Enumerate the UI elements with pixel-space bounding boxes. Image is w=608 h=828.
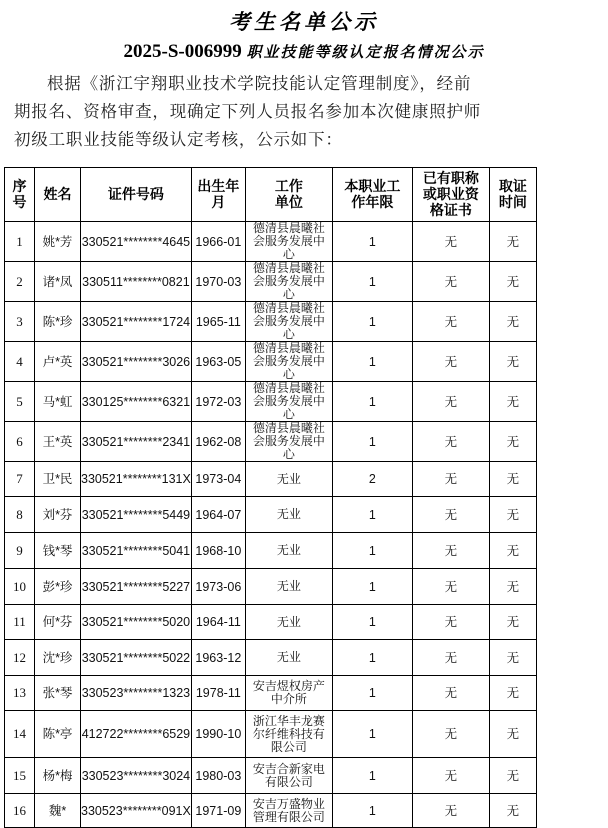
header-birth: 出生年月 xyxy=(191,168,245,222)
row-name: 杨*梅 xyxy=(35,758,81,794)
row-cert-date: 无 xyxy=(489,569,536,605)
table-row xyxy=(5,422,537,462)
row-certificate: 无 xyxy=(412,497,489,533)
row-years: 2 xyxy=(332,462,412,497)
row-birth: 1965-11 xyxy=(191,302,245,342)
row-years: 1 xyxy=(332,497,412,533)
row-cert-date: 无 xyxy=(489,422,536,462)
row-number: 7 xyxy=(5,462,35,497)
row-work-unit: 浙江华丰龙赛尔纤维科技有限公司 xyxy=(245,711,332,758)
row-name: 刘*芬 xyxy=(35,497,81,533)
table-row xyxy=(5,302,537,342)
row-cert-date: 无 xyxy=(489,758,536,794)
header-unit: 工作单位 xyxy=(245,168,332,222)
row-certificate: 无 xyxy=(412,302,489,342)
table-row xyxy=(5,222,537,262)
row-number: 12 xyxy=(5,640,35,676)
row-years: 1 xyxy=(332,533,412,569)
row-certificate: 无 xyxy=(412,462,489,497)
row-cert-date: 无 xyxy=(489,533,536,569)
row-work-unit: 无业 xyxy=(245,462,332,497)
row-cert-date: 无 xyxy=(489,222,536,262)
row-number: 16 xyxy=(5,794,35,828)
row-years: 1 xyxy=(332,605,412,640)
row-birth: 1973-04 xyxy=(191,462,245,497)
row-id-number: 330125********6321 xyxy=(81,382,192,422)
row-name: 诸*凤 xyxy=(35,262,81,302)
row-work-unit: 无业 xyxy=(245,605,332,640)
row-id-number: 330521********3026 xyxy=(81,342,192,382)
row-id-number: 330521********5449 xyxy=(81,497,192,533)
table-row xyxy=(5,676,537,711)
row-cert-date: 无 xyxy=(489,262,536,302)
row-cert-date: 无 xyxy=(489,640,536,676)
row-id-number: 330523********1323 xyxy=(81,676,192,711)
row-years: 1 xyxy=(332,342,412,382)
row-years: 1 xyxy=(332,711,412,758)
row-certificate: 无 xyxy=(412,676,489,711)
row-id-number: 330521********1724 xyxy=(81,302,192,342)
row-name: 钱*琴 xyxy=(35,533,81,569)
header-cert: 已有职称或职业资格证书 xyxy=(412,168,489,222)
row-birth: 1964-11 xyxy=(191,605,245,640)
row-certificate: 无 xyxy=(412,711,489,758)
row-years: 1 xyxy=(332,422,412,462)
row-birth: 1968-10 xyxy=(191,533,245,569)
candidate-table xyxy=(4,167,537,828)
row-cert-date: 无 xyxy=(489,605,536,640)
row-work-unit: 无业 xyxy=(245,640,332,676)
row-years: 1 xyxy=(332,758,412,794)
intro-paragraph: 根据《浙江宇翔职业技术学院技能认定管理制度》，经前期报名、资格审查，现确定下列人员报名参加本次健康照护师 初级工职业技能等级认定考核，公示如下： xyxy=(14,74,482,149)
row-certificate: 无 xyxy=(412,342,489,382)
row-number: 1 xyxy=(5,222,35,262)
page-subtitle xyxy=(0,41,608,63)
header-date: 取证时间 xyxy=(489,168,536,222)
row-certificate: 无 xyxy=(412,222,489,262)
table-header-row xyxy=(5,168,537,222)
row-certificate: 无 xyxy=(412,533,489,569)
row-work-unit: 德清县晨曦社会服务发展中心 xyxy=(245,382,332,422)
row-certificate: 无 xyxy=(412,569,489,605)
header-id: 证件号码 xyxy=(81,168,192,222)
row-certificate: 无 xyxy=(412,382,489,422)
row-certificate: 无 xyxy=(412,640,489,676)
row-cert-date: 无 xyxy=(489,382,536,422)
row-years: 1 xyxy=(332,640,412,676)
row-birth: 1964-07 xyxy=(191,497,245,533)
table-row xyxy=(5,497,537,533)
row-years: 1 xyxy=(332,222,412,262)
row-certificate: 无 xyxy=(412,794,489,828)
row-birth: 1973-06 xyxy=(191,569,245,605)
row-name: 卢*英 xyxy=(35,342,81,382)
row-birth: 1972-03 xyxy=(191,382,245,422)
header-name: 姓名 xyxy=(35,168,81,222)
row-number: 2 xyxy=(5,262,35,302)
table-row xyxy=(5,533,537,569)
row-years: 1 xyxy=(332,262,412,302)
row-cert-date: 无 xyxy=(489,794,536,828)
table-row xyxy=(5,794,537,828)
row-name: 陈*亭 xyxy=(35,711,81,758)
table-row xyxy=(5,262,537,302)
row-name: 姚*芳 xyxy=(35,222,81,262)
row-years: 1 xyxy=(332,302,412,342)
row-id-number: 412722********6529 xyxy=(81,711,192,758)
row-cert-date: 无 xyxy=(489,711,536,758)
row-id-number: 330521********5227 xyxy=(81,569,192,605)
row-birth: 1963-05 xyxy=(191,342,245,382)
row-number: 5 xyxy=(5,382,35,422)
row-id-number: 330521********5041 xyxy=(81,533,192,569)
row-birth: 1978-11 xyxy=(191,676,245,711)
row-name: 马*虹 xyxy=(35,382,81,422)
header-no: 序号 xyxy=(5,168,35,222)
row-id-number: 330523********3024 xyxy=(81,758,192,794)
row-cert-date: 无 xyxy=(489,342,536,382)
row-id-number: 330521********2341 xyxy=(81,422,192,462)
table-row xyxy=(5,605,537,640)
row-id-number: 330521********5022 xyxy=(81,640,192,676)
row-birth: 1970-03 xyxy=(191,262,245,302)
row-work-unit: 德清县晨曦社会服务发展中心 xyxy=(245,342,332,382)
table-row xyxy=(5,640,537,676)
row-certificate: 无 xyxy=(412,605,489,640)
header-years: 本职业工作年限 xyxy=(332,168,412,222)
row-id-number: 330521********131X xyxy=(81,462,192,497)
row-number: 15 xyxy=(5,758,35,794)
subtitle-text: 职业技能等级认定报名情况公示 xyxy=(246,43,485,61)
page-title: 考生名单公示 xyxy=(229,9,379,34)
row-work-unit: 安吉万盛物业管理有限公司 xyxy=(245,794,332,828)
row-birth: 1963-12 xyxy=(191,640,245,676)
row-number: 9 xyxy=(5,533,35,569)
table-row xyxy=(5,758,537,794)
row-years: 1 xyxy=(332,382,412,422)
row-number: 8 xyxy=(5,497,35,533)
row-number: 14 xyxy=(5,711,35,758)
row-number: 4 xyxy=(5,342,35,382)
row-work-unit: 安吉合新家电有限公司 xyxy=(245,758,332,794)
table-row xyxy=(5,462,537,497)
row-years: 1 xyxy=(332,569,412,605)
row-work-unit: 德清县晨曦社会服务发展中心 xyxy=(245,262,332,302)
row-work-unit: 安吉煜权房产中介所 xyxy=(245,676,332,711)
row-id-number: 330511********0821 xyxy=(81,262,192,302)
row-number: 10 xyxy=(5,569,35,605)
row-birth: 1971-09 xyxy=(191,794,245,828)
row-cert-date: 无 xyxy=(489,497,536,533)
row-name: 彭*珍 xyxy=(35,569,81,605)
row-id-number: 330523********091X xyxy=(81,794,192,828)
row-certificate: 无 xyxy=(412,422,489,462)
row-birth: 1962-08 xyxy=(191,422,245,462)
row-cert-date: 无 xyxy=(489,676,536,711)
row-name: 王*英 xyxy=(35,422,81,462)
row-name: 卫*民 xyxy=(35,462,81,497)
row-work-unit: 德清县晨曦社会服务发展中心 xyxy=(245,302,332,342)
row-work-unit: 德清县晨曦社会服务发展中心 xyxy=(245,222,332,262)
row-name: 陈*珍 xyxy=(35,302,81,342)
row-name: 沈*珍 xyxy=(35,640,81,676)
row-name: 魏* xyxy=(35,794,81,828)
row-years: 1 xyxy=(332,794,412,828)
row-cert-date: 无 xyxy=(489,462,536,497)
row-number: 3 xyxy=(5,302,35,342)
row-years: 1 xyxy=(332,676,412,711)
row-name: 张*琴 xyxy=(35,676,81,711)
row-birth: 1966-01 xyxy=(191,222,245,262)
row-cert-date: 无 xyxy=(489,302,536,342)
row-birth: 1990-10 xyxy=(191,711,245,758)
row-work-unit: 德清县晨曦社会服务发展中心 xyxy=(245,422,332,462)
table-row xyxy=(5,382,537,422)
table-row xyxy=(5,569,537,605)
row-number: 13 xyxy=(5,676,35,711)
table-row xyxy=(5,342,537,382)
row-work-unit: 无业 xyxy=(245,569,332,605)
row-id-number: 330521********4645 xyxy=(81,222,192,262)
row-number: 11 xyxy=(5,605,35,640)
subtitle-code: 2025-S-006999 xyxy=(123,41,242,62)
row-work-unit: 无业 xyxy=(245,533,332,569)
row-birth: 1980-03 xyxy=(191,758,245,794)
table-row xyxy=(5,711,537,758)
row-id-number: 330521********5020 xyxy=(81,605,192,640)
row-certificate: 无 xyxy=(412,758,489,794)
row-work-unit: 无业 xyxy=(245,497,332,533)
row-certificate: 无 xyxy=(412,262,489,302)
row-number: 6 xyxy=(5,422,35,462)
row-name: 何*芬 xyxy=(35,605,81,640)
